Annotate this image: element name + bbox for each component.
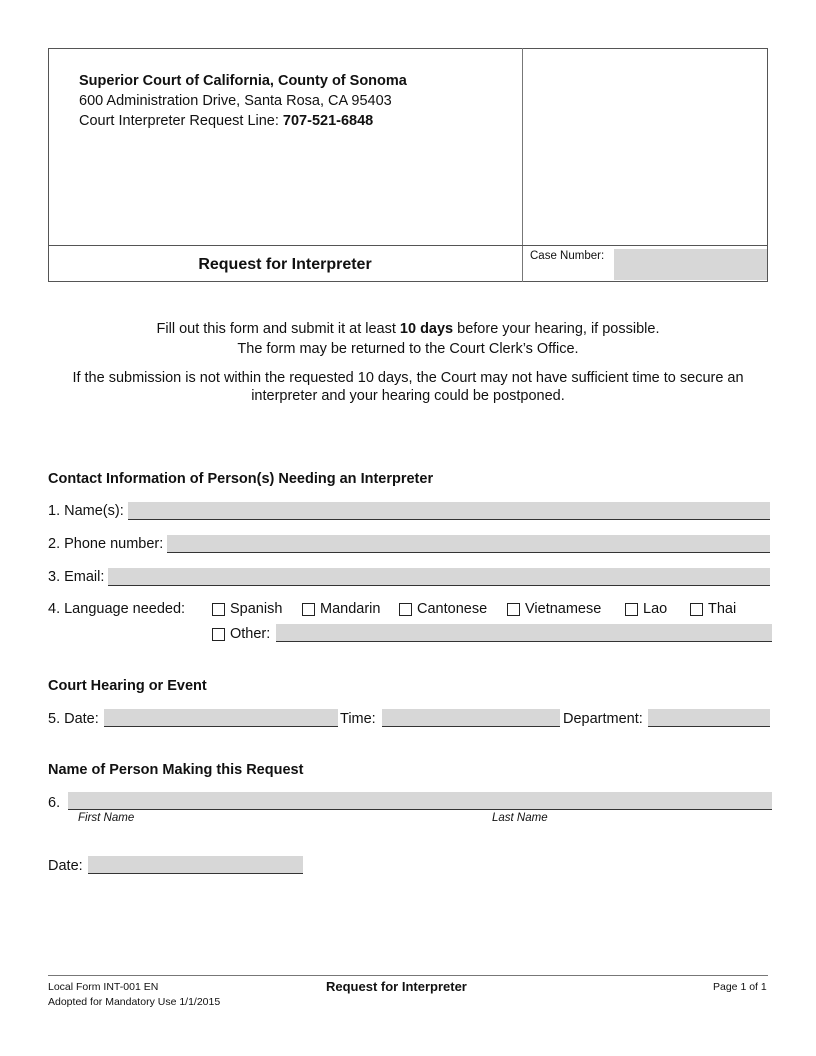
other-language-input[interactable]: [276, 624, 772, 642]
header-divider-vertical: [522, 48, 523, 282]
case-number-field[interactable]: [614, 249, 767, 280]
checkbox-cantonese[interactable]: [399, 603, 412, 616]
request-line-phone: 707-521-6848: [282, 113, 374, 129]
hearing-date-label: 5. Date:: [48, 711, 99, 727]
language-option-other: Other:: [230, 626, 271, 642]
request-line-label: Court Interpreter Request Line:: [79, 113, 283, 129]
checkbox-vietnamese[interactable]: [507, 603, 520, 616]
checkbox-thai[interactable]: [690, 603, 703, 616]
header-divider-horizontal: [48, 245, 768, 246]
first-name-caption: First Name: [78, 812, 135, 824]
language-option-vietnamese: Vietnamese: [525, 601, 602, 617]
hearing-date-input[interactable]: [104, 709, 338, 727]
instruction-line-1: [40, 320, 776, 338]
phone-label: 2. Phone number:: [48, 536, 164, 552]
department-input[interactable]: [648, 709, 770, 727]
language-option-cantonese: Cantonese: [417, 601, 488, 617]
instruction-line-3: If the submission is not within the requested 10 days, the Court may not have sufficient time to secure an: [72, 370, 744, 386]
instruction-text: before your hearing, if possible.: [453, 321, 660, 337]
checkbox-lao[interactable]: [625, 603, 638, 616]
requester-section-heading: Name of Person Making this Request: [48, 762, 304, 778]
last-name-caption: Last Name: [492, 812, 548, 824]
name-input[interactable]: [128, 502, 770, 520]
name-label: 1. Name(s):: [48, 503, 124, 519]
footer-adopted: Adopted for Mandatory Use 1/1/2015: [48, 996, 221, 1008]
footer-form-id: Local Form INT-001 EN: [48, 981, 159, 993]
requester-number-label: 6.: [48, 795, 61, 811]
court-name: Superior Court of California, County of Sonoma: [79, 73, 407, 89]
email-label: 3. Email:: [48, 569, 105, 585]
checkbox-other[interactable]: [212, 628, 225, 641]
court-request-line: [79, 113, 373, 129]
phone-input[interactable]: [167, 535, 770, 553]
language-option-lao: Lao: [643, 601, 668, 617]
request-date-label: Date:: [48, 858, 83, 874]
language-option-spanish: Spanish: [230, 601, 283, 617]
language-label: 4. Language needed:: [48, 601, 186, 617]
request-date-input[interactable]: [88, 856, 303, 874]
requester-name-input[interactable]: [68, 792, 772, 810]
checkbox-mandarin[interactable]: [302, 603, 315, 616]
form-title: Request for Interpreter: [198, 256, 372, 273]
instruction-line-2: The form may be returned to the Court Clerk’s Office.: [237, 341, 579, 357]
hearing-time-label: Time:: [340, 711, 376, 727]
contact-section-heading: Contact Information of Person(s) Needing an Interpreter: [48, 471, 434, 487]
instruction-deadline: 10 days: [399, 321, 454, 337]
instruction-line-4: interpreter and your hearing could be postponed.: [251, 388, 565, 404]
footer-rule: [48, 975, 768, 976]
hearing-time-input[interactable]: [382, 709, 560, 727]
checkbox-spanish[interactable]: [212, 603, 225, 616]
footer-page-number: Page 1 of 1: [713, 981, 767, 993]
court-address: 600 Administration Drive, Santa Rosa, CA 95403: [79, 93, 392, 109]
instruction-text: Fill out this form and submit it at least: [156, 321, 400, 337]
hearing-section-heading: Court Hearing or Event: [48, 678, 207, 694]
language-option-thai: Thai: [708, 601, 737, 617]
footer-title: Request for Interpreter: [326, 979, 467, 994]
case-number-label: Case Number:: [530, 250, 605, 262]
language-option-mandarin: Mandarin: [320, 601, 381, 617]
department-label: Department:: [563, 711, 643, 727]
email-input[interactable]: [108, 568, 770, 586]
